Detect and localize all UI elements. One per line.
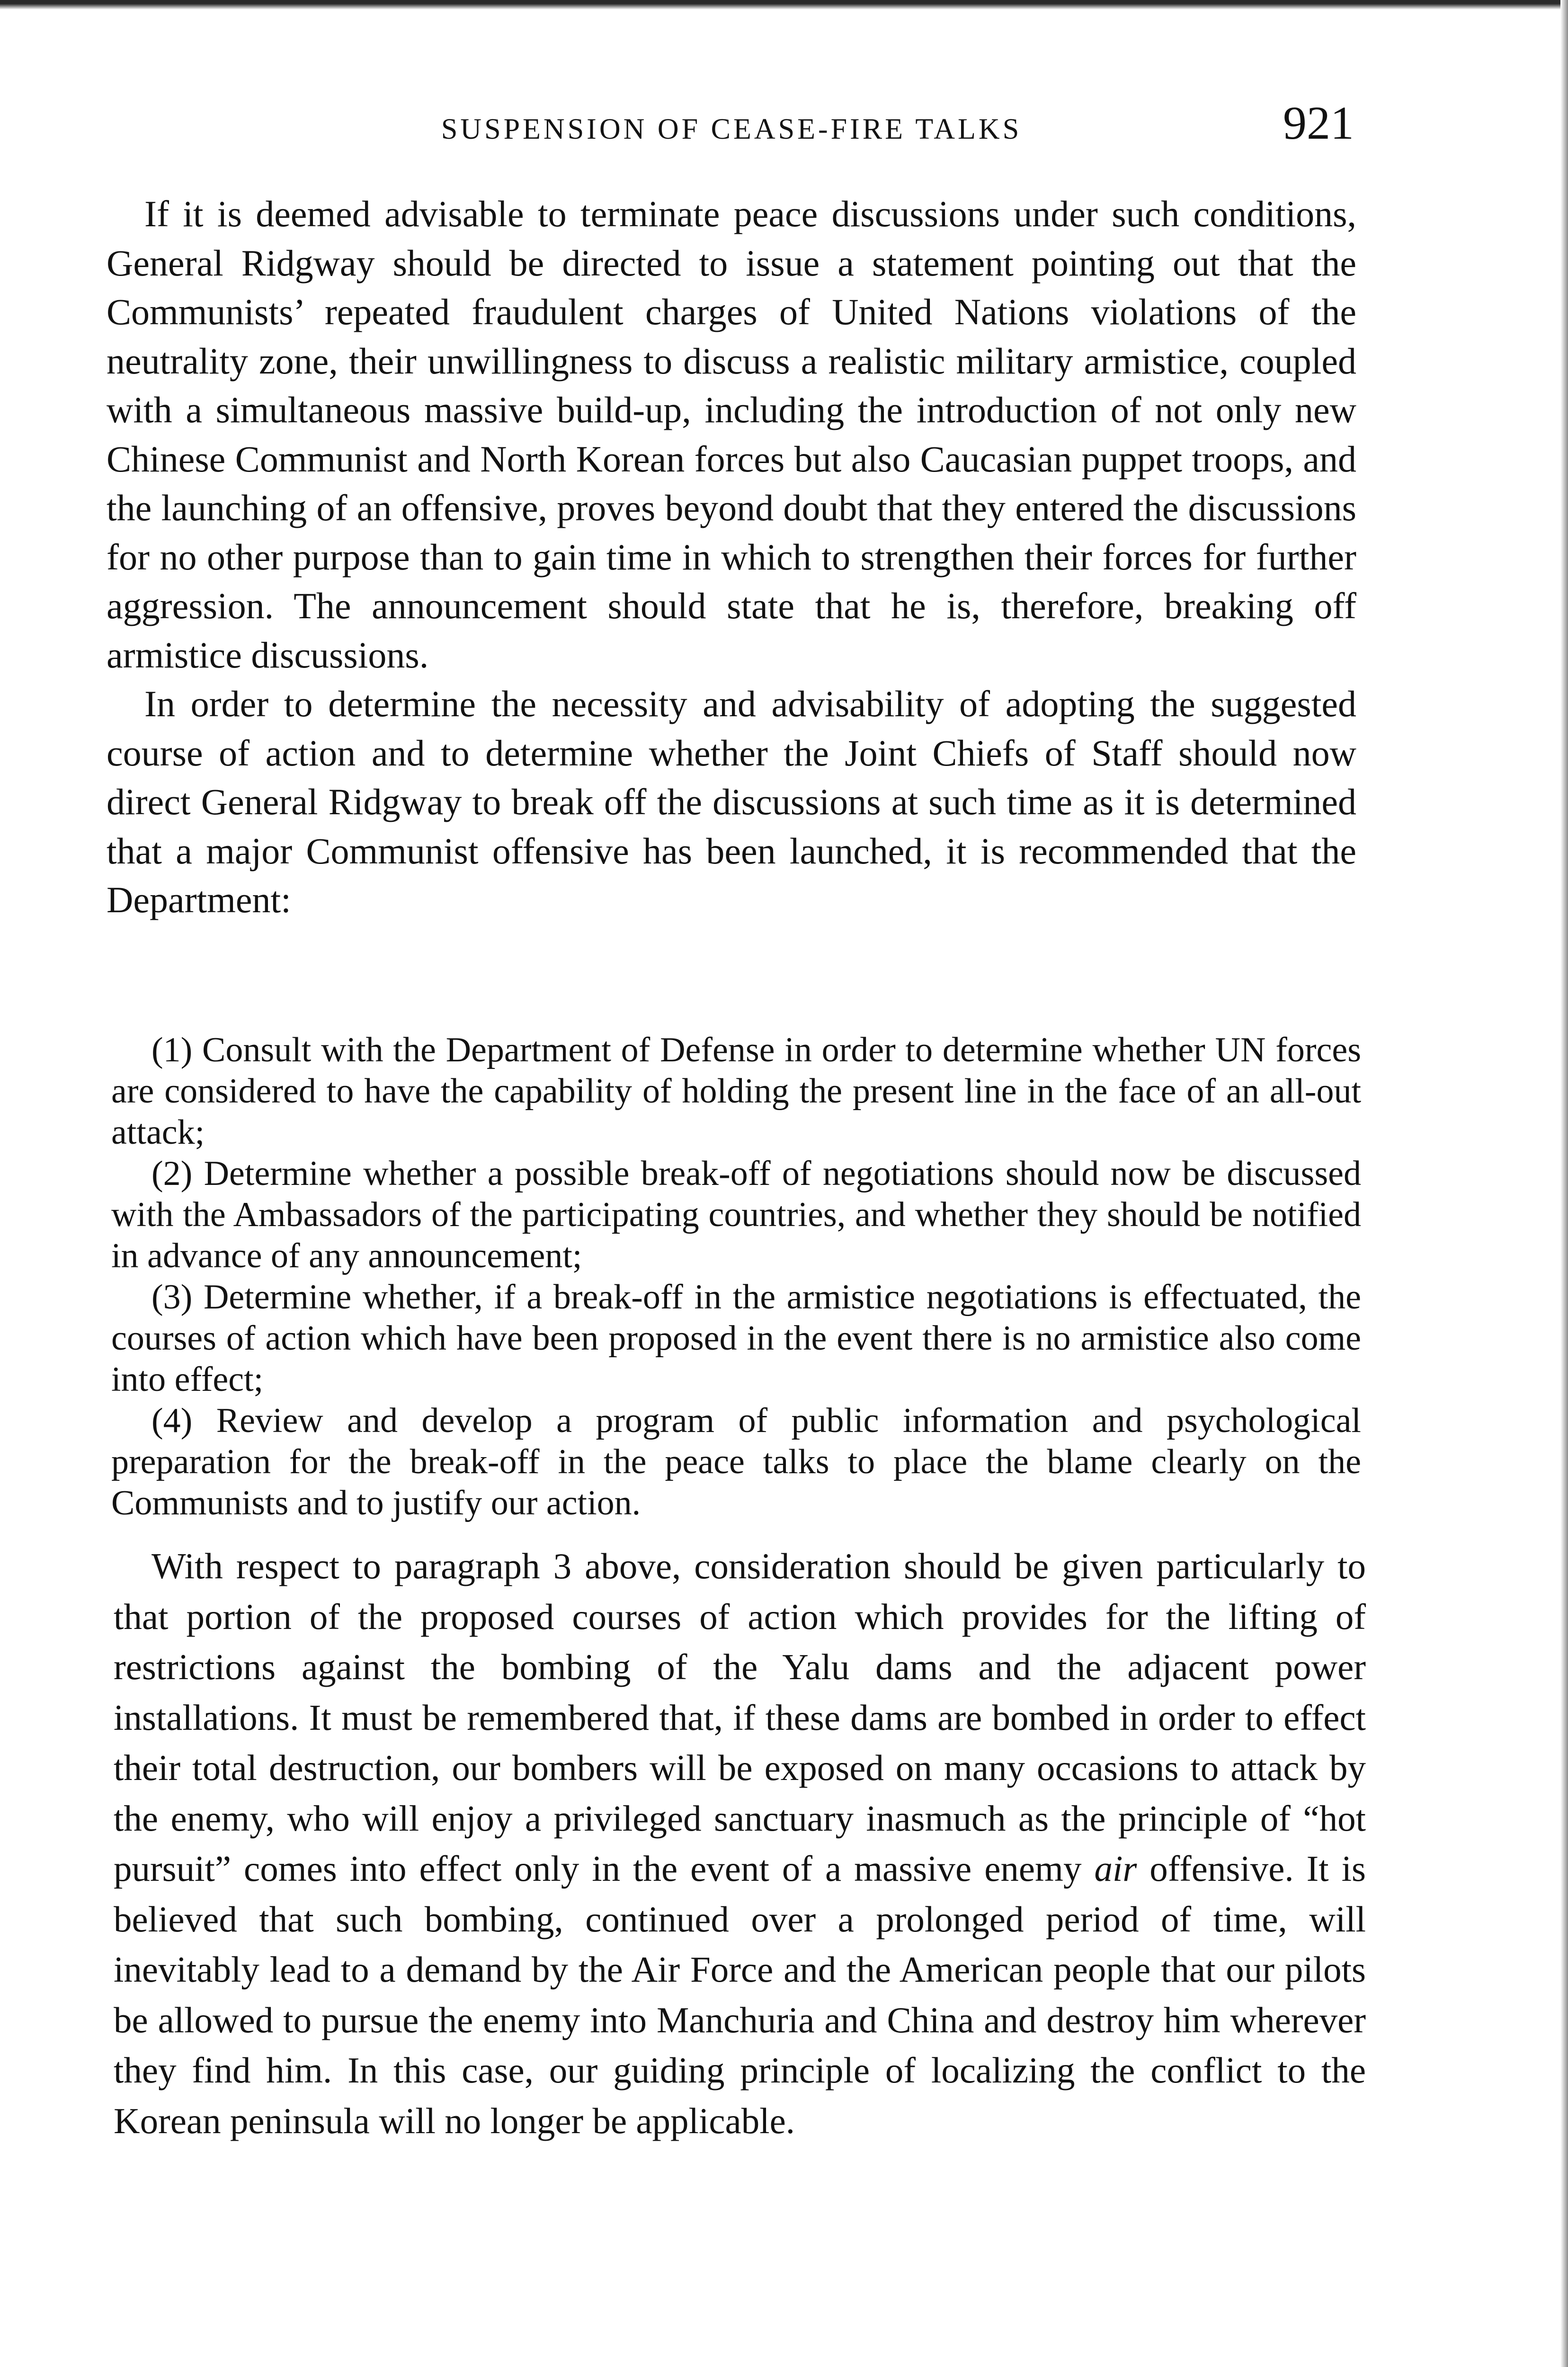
scan-top-edge	[0, 0, 1568, 9]
page-number: 921	[1283, 97, 1354, 149]
main-text	[107, 189, 1356, 925]
page-header	[109, 99, 1354, 161]
recommendation-list	[111, 1030, 1361, 1524]
emphasis-air: air	[1094, 1848, 1137, 1889]
paragraph-yalu-dams	[114, 1541, 1366, 2146]
list-item: (3) Determine whether, if a break-off in the armistice negotiations is effectuated, the courses of action which have been proposed in the event there is no armistice also come into effect;	[111, 1278, 1361, 1399]
running-title: SUSPENSION OF CEASE-FIRE TALKS	[441, 113, 1022, 145]
closing-text	[114, 1541, 1366, 2146]
scan-right-edge	[1560, 0, 1568, 2367]
closing-text-part: With respect to paragraph 3 above, consideration should be given particularly to that portion of the proposed courses of action which provides for the lifting of restrictions against the bombing of the Yalu dams and the adjacent power installations. It must be remembered that, if these dams are bombed in order to effect their total destruction, our bombers will be exposed on many occasions to attack by the enemy, who will enjoy a privileged sanctuary inasmuch as the principle of “hot pursuit” comes into effect only in the event of a massive enemy	[114, 1546, 1366, 1889]
list-item: (2) Determine whether a possible break-off of negotiations should now be discussed with the Ambassadors of the participating countries, and whether they should be notified in advance of any announcement;	[111, 1154, 1361, 1275]
list-item: (4) Review and develop a program of public information and psychological preparation for the break-off in the peace talks to place the blame clearly on the Communists and to justify our action.	[111, 1401, 1361, 1522]
closing-text-part: offensive. It is believed that such bombing, continued over a prolonged period of time, will inevitably lead to a demand by the Air Force and the American people that our pilots be allowed to pursue the enemy into Manchuria and China and destroy him wherever they find him. In this case, our guiding principle of localizing the conflict to the Korean peninsula will no longer be applicable.	[114, 1848, 1366, 2141]
paragraph-recommendation-intro: In order to determine the necessity and advisability of adopting the suggested course of action and to determine whether the Joint Chiefs of Staff should now direct General Ridgway to break off the discussions at such time as it is determined that a major Communist offensive has been launched, it is recommended that the Department:	[107, 683, 1356, 920]
paragraph-termination-statement: If it is deemed advisable to terminate peace discussions under such conditions, General Ridgway should be directed to issue a statement pointing out that the Communists’ repeated fraudulent charges of United Nations violations of the neutrality zone, their unwillingness to discuss a realistic military armistice, coupled with a simultaneous massive build-up, including the introduction of not only new Chinese Communist and North Korean forces but also Caucasian puppet troops, and the launching of an offensive, proves beyond doubt that they entered the discussions for no other purpose than to gain time in which to strengthen their forces for further aggression. The announcement should state that he is, therefore, breaking off armistice discussions.	[107, 193, 1356, 676]
list-item: (1) Consult with the Department of Defense in order to determine whether UN forces are considered to have the capability of holding the present line in the face of an all-out attack;	[111, 1031, 1361, 1152]
